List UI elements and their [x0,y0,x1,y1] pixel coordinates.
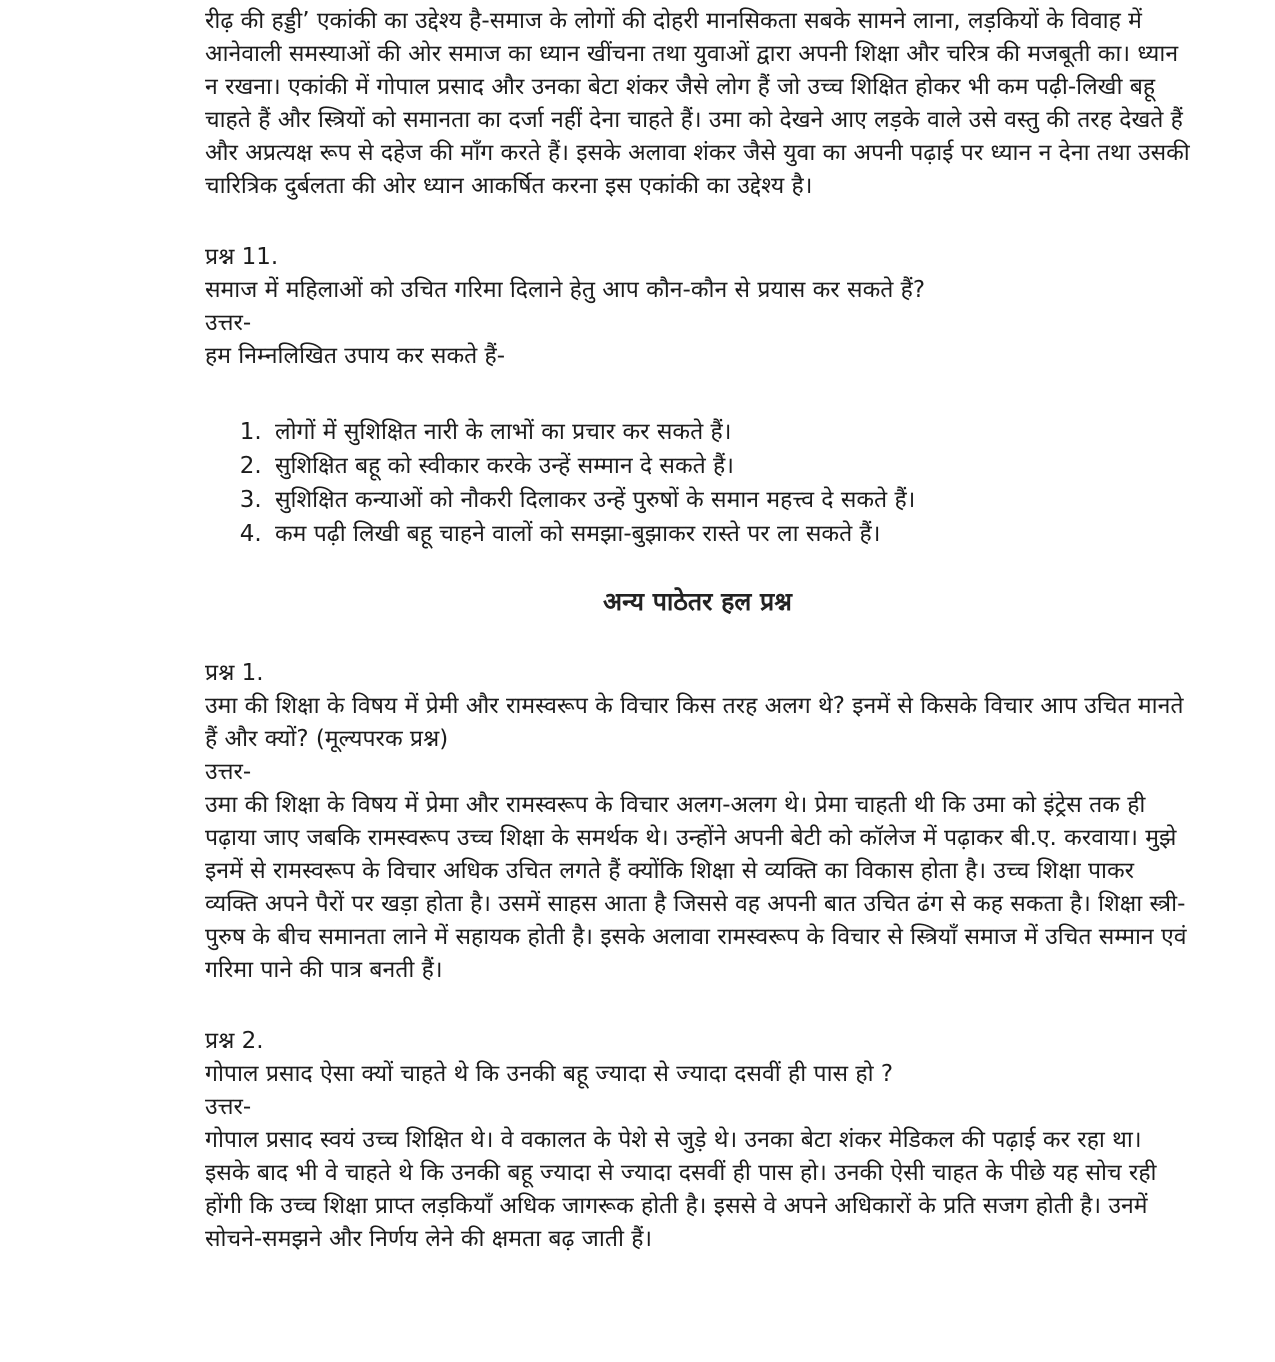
question-1-text: उमा की शिक्षा के विषय में प्रेमी और रामस्वरूप के विचार किस तरह अलग थे? इनमें से किसके विचार आप उचित मानते हैं और क्यों? (मूल्यपरक प्रश्न) [205,693,1184,752]
question-11-label: प्रश्न 11. [205,244,279,270]
question-1-answer: उमा की शिक्षा के विषय में प्रेमा और रामस्वरूप के विचार अलग-अलग थे। प्रेमा चाहती थी कि उमा को इंट्रेस तक ही पढ़ाया जाए जबकि रामस्वरूप उच्च शिक्षा के समर्थक थे। उन्होंने अपनी बेटी को कॉलेज में पढ़ाकर बी.ए. करवाया। मुझे इनमें से रामस्वरूप के विचार अधिक उचित लगते हैं क्योंकि शिक्षा से व्यक्ति का विकास होता है। उच्च शिक्षा पाकर व्यक्ति अपने पैरों पर खड़ा होता है। उसमें साहस आता है जिससे वह अपनी बात उचित ढंग से कह सकता है। शिक्षा स्त्री-पुरुष के बीच समानता लाने में सहायक होती है। इसके अलावा रामस्वरूप के विचार से स्त्रियाँ समाज में उचित सम्मान एवं गरिमा पाने की पात्र बनती हैं। [205,792,1187,983]
question-1-answer-label: उत्तर- [205,759,252,785]
measures-list [205,415,1190,551]
list-item: 2. सुशिक्षित बहू को स्वीकार करके उन्हें सम्मान दे सकते हैं। [269,449,1190,483]
question-11-block [205,241,1190,373]
question-2-text: गोपाल प्रसाद ऐसा क्यों चाहते थे कि उनकी बहू ज्यादा से ज्यादा दसवीं ही पास हो ? [205,1061,894,1087]
question-11-answer-intro: हम निम्नलिखित उपाय कर सकते हैं- [205,343,506,369]
question-11-answer-label: उत्तर- [205,310,252,336]
question-2-label: प्रश्न 2. [205,1028,264,1054]
question-2-answer: गोपाल प्रसाद स्वयं उच्च शिक्षित थे। वे वकालत के पेशे से जुड़े थे। उनका बेटा शंकर मेडिकल की पढ़ाई कर रहा था। इसके बाद भी वे चाहते थे कि उनकी बहू ज्यादा से ज्यादा दसवीं ही पास हो। उनकी ऐसी चाहत के पीछे यह सोच रही होंगी कि उच्च शिक्षा प्राप्त लड़कियाँ अधिक जागरूक होती है। इससे वे अपने अधिकारों के प्रति सजग होती है। उनमें सोचने-समझने और निर्णय लेने की क्षमता बढ़ जाती हैं। [205,1127,1157,1252]
list-item: 4. कम पढ़ी लिखी बहू चाहने वालों को समझा-बुझाकर रास्ते पर ला सकते हैं। [269,517,1190,551]
list-item: 3. सुशिक्षित कन्याओं को नौकरी दिलाकर उन्हें पुरुषों के समान महत्त्व दे सकते हैं। [269,483,1190,517]
section-heading: अन्य पाठेतर हल प्रश्न [603,587,792,616]
question-2-block [205,1025,1190,1256]
question-11-text: समाज में महिलाओं को उचित गरिमा दिलाने हेतु आप कौन-कौन से प्रयास कर सकते हैं? [205,277,926,303]
question-2-answer-label: उत्तर- [205,1094,252,1120]
question-1-label: प्रश्न 1. [205,660,264,686]
question-1-block [205,657,1190,987]
intro-paragraph: रीढ़ की हड्डी’ एकांकी का उद्देश्य है-समाज के लोगों की दोहरी मानसिकता सबके सामने लाना, लड़कियों के विवाह में आनेवाली समस्याओं की ओर समाज का ध्यान खींचना तथा युवाओं द्वारा अपनी शिक्षा और चरित्र की मजबूती का। ध्यान न रखना। एकांकी में गोपाल प्रसाद और उनका बेटा शंकर जैसे लोग हैं जो उच्च शिक्षित होकर भी कम पढ़ी-लिखी बहू चाहते हैं और स्त्रियों को समानता का दर्जा नहीं देना चाहते हैं। उमा को देखने आए लड़के वाले उसे वस्तु की तरह देखते हैं और अप्रत्यक्ष रूप से दहेज की माँग करते हैं। इसके अलावा शंकर जैसे युवा का अपनी पढ़ाई पर ध्यान न देना तथा उसकी चारित्रिक दुर्बलता की ओर ध्यान आकर्षित करना इस एकांकी का उद्देश्य है। [205,8,1190,199]
list-item: 1. लोगों में सुशिक्षित नारी के लाभों का प्रचार कर सकते हैं। [269,415,1190,449]
